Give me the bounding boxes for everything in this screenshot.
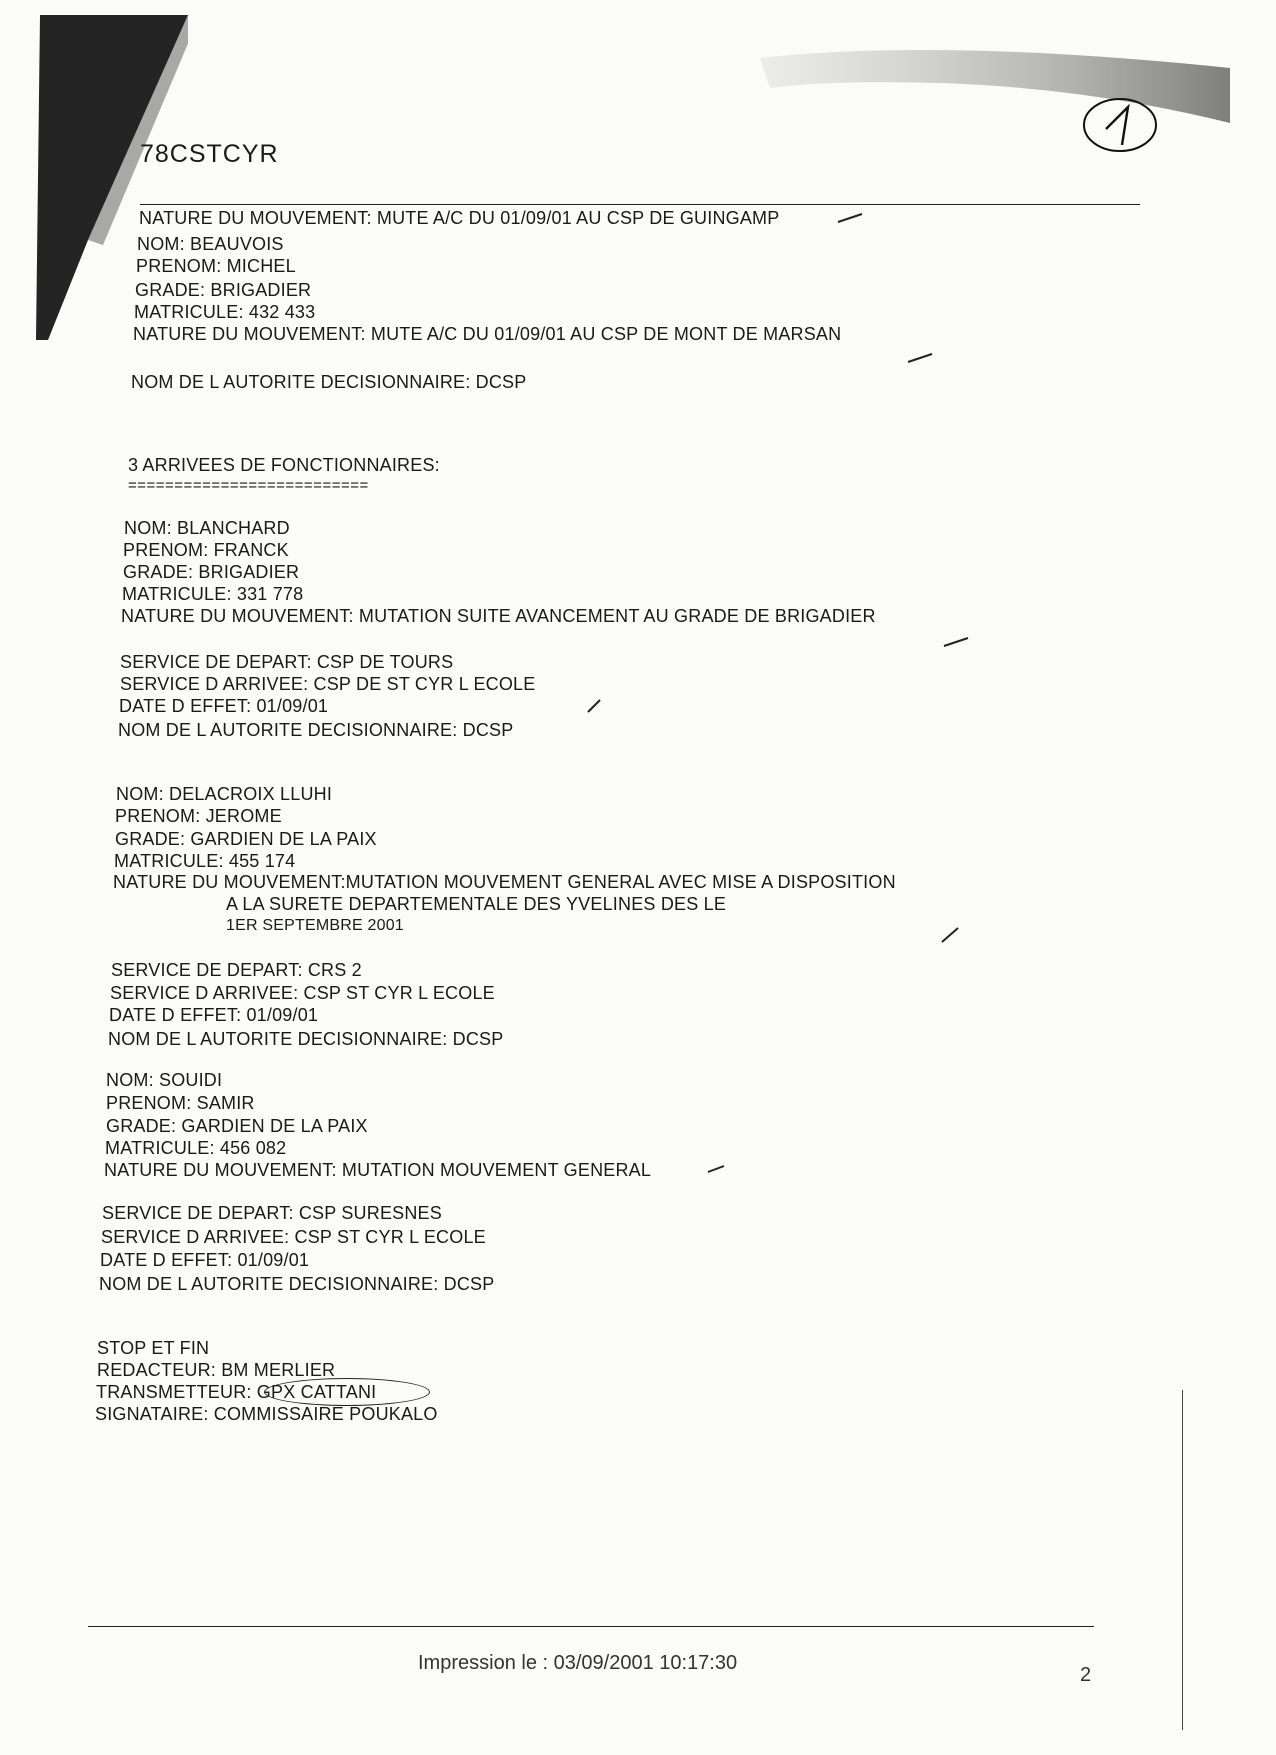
header-rule (140, 204, 1140, 205)
p2-autorite: NOM DE L AUTORITE DECISIONNAIRE: DCSP (108, 1029, 504, 1049)
print-timestamp: Impression le : 03/09/2001 10:17:30 (418, 1652, 738, 1674)
p2-matricule: MATRICULE: 455 174 (114, 851, 296, 871)
tick-mark-icon (942, 634, 972, 650)
tick-mark-icon (836, 210, 866, 226)
signataire: SIGNATAIRE: COMMISSAIRE POUKALO (95, 1404, 438, 1424)
matricule-432433: MATRICULE: 432 433 (134, 302, 316, 322)
p2-nom: NOM: DELACROIX LLUHI (116, 784, 333, 804)
nature-line-1: NATURE DU MOUVEMENT: MUTE A/C DU 01/09/01 AU CSP DE GUINGAMP (139, 208, 780, 228)
footer-rule (88, 1626, 1094, 1627)
p3-arrivee: SERVICE D ARRIVEE: CSP ST CYR L ECOLE (101, 1227, 486, 1247)
tick-mark-icon (906, 350, 936, 366)
nature-line-2: NATURE DU MOUVEMENT: MUTE A/C DU 01/09/01 AU CSP DE MONT DE MARSAN (133, 324, 842, 344)
p2-depart: SERVICE DE DEPART: CRS 2 (111, 960, 362, 980)
autorite-top: NOM DE L AUTORITE DECISIONNAIRE: DCSP (131, 372, 527, 392)
nom-beauvois: NOM: BEAUVOIS (137, 234, 284, 254)
p1-matricule: MATRICULE: 331 778 (122, 584, 304, 604)
scan-smudge-top-right (740, 28, 1240, 148)
p3-effet: DATE D EFFET: 01/09/01 (100, 1250, 310, 1270)
p2-prenom: PRENOM: JEROME (115, 806, 282, 826)
grade-brigadier: GRADE: BRIGADIER (135, 280, 312, 300)
p2-grade: GRADE: GARDIEN DE LA PAIX (115, 829, 377, 849)
p2-nature-line-2: A LA SURETE DEPARTEMENTALE DES YVELINES DES LE (226, 894, 727, 914)
p1-arrivee: SERVICE D ARRIVEE: CSP DE ST CYR L ECOLE (120, 674, 536, 694)
tick-mark-icon (586, 698, 606, 714)
transmetteur: TRANSMETTEUR: GPX CATTANI (96, 1382, 377, 1402)
p3-autorite: NOM DE L AUTORITE DECISIONNAIRE: DCSP (99, 1274, 495, 1294)
page-number: 2 (1080, 1664, 1092, 1686)
p1-nom: NOM: BLANCHARD (124, 518, 290, 538)
tick-mark-icon (940, 926, 962, 946)
prenom-michel: PRENOM: MICHEL (136, 256, 296, 276)
arrivals-title: 3 ARRIVEES DE FONCTIONNAIRES: (128, 455, 440, 475)
arrivals-underline: ========================== (128, 477, 369, 494)
p1-grade: GRADE: BRIGADIER (123, 562, 300, 582)
stop-et-fin: STOP ET FIN (97, 1338, 210, 1358)
p1-prenom: PRENOM: FRANCK (123, 540, 289, 560)
p1-effet: DATE D EFFET: 01/09/01 (119, 696, 329, 716)
redacteur: REDACTEUR: BM MERLIER (97, 1360, 336, 1380)
p2-arrivee: SERVICE D ARRIVEE: CSP ST CYR L ECOLE (110, 983, 495, 1003)
p2-nature-line-3: 1ER SEPTEMBRE 2001 (226, 917, 404, 934)
p3-prenom: PRENOM: SAMIR (106, 1093, 255, 1113)
p3-nature: NATURE DU MOUVEMENT: MUTATION MOUVEMENT GENERAL (104, 1160, 652, 1180)
p2-effet: DATE D EFFET: 01/09/01 (109, 1005, 319, 1025)
document-code: 78CSTCYR (140, 140, 279, 168)
p3-matricule: MATRICULE: 456 082 (105, 1138, 287, 1158)
handwritten-circle-mark (264, 1378, 430, 1406)
p1-autorite: NOM DE L AUTORITE DECISIONNAIRE: DCSP (118, 720, 514, 740)
p2-nature: NATURE DU MOUVEMENT:MUTATION MOUVEMENT GENERAL AVEC MISE A DISPOSITION (113, 872, 896, 892)
p3-depart: SERVICE DE DEPART: CSP SURESNES (102, 1203, 442, 1223)
handwritten-circled-number-icon (1082, 95, 1160, 155)
p1-nature: NATURE DU MOUVEMENT: MUTATION SUITE AVANCEMENT AU GRADE DE BRIGADIER (121, 606, 876, 626)
p1-depart: SERVICE DE DEPART: CSP DE TOURS (120, 652, 454, 672)
tick-mark-icon (706, 1162, 728, 1176)
scan-margin-line (1182, 1390, 1183, 1730)
p3-grade: GRADE: GARDIEN DE LA PAIX (106, 1116, 368, 1136)
p3-nom: NOM: SOUIDI (106, 1070, 223, 1090)
